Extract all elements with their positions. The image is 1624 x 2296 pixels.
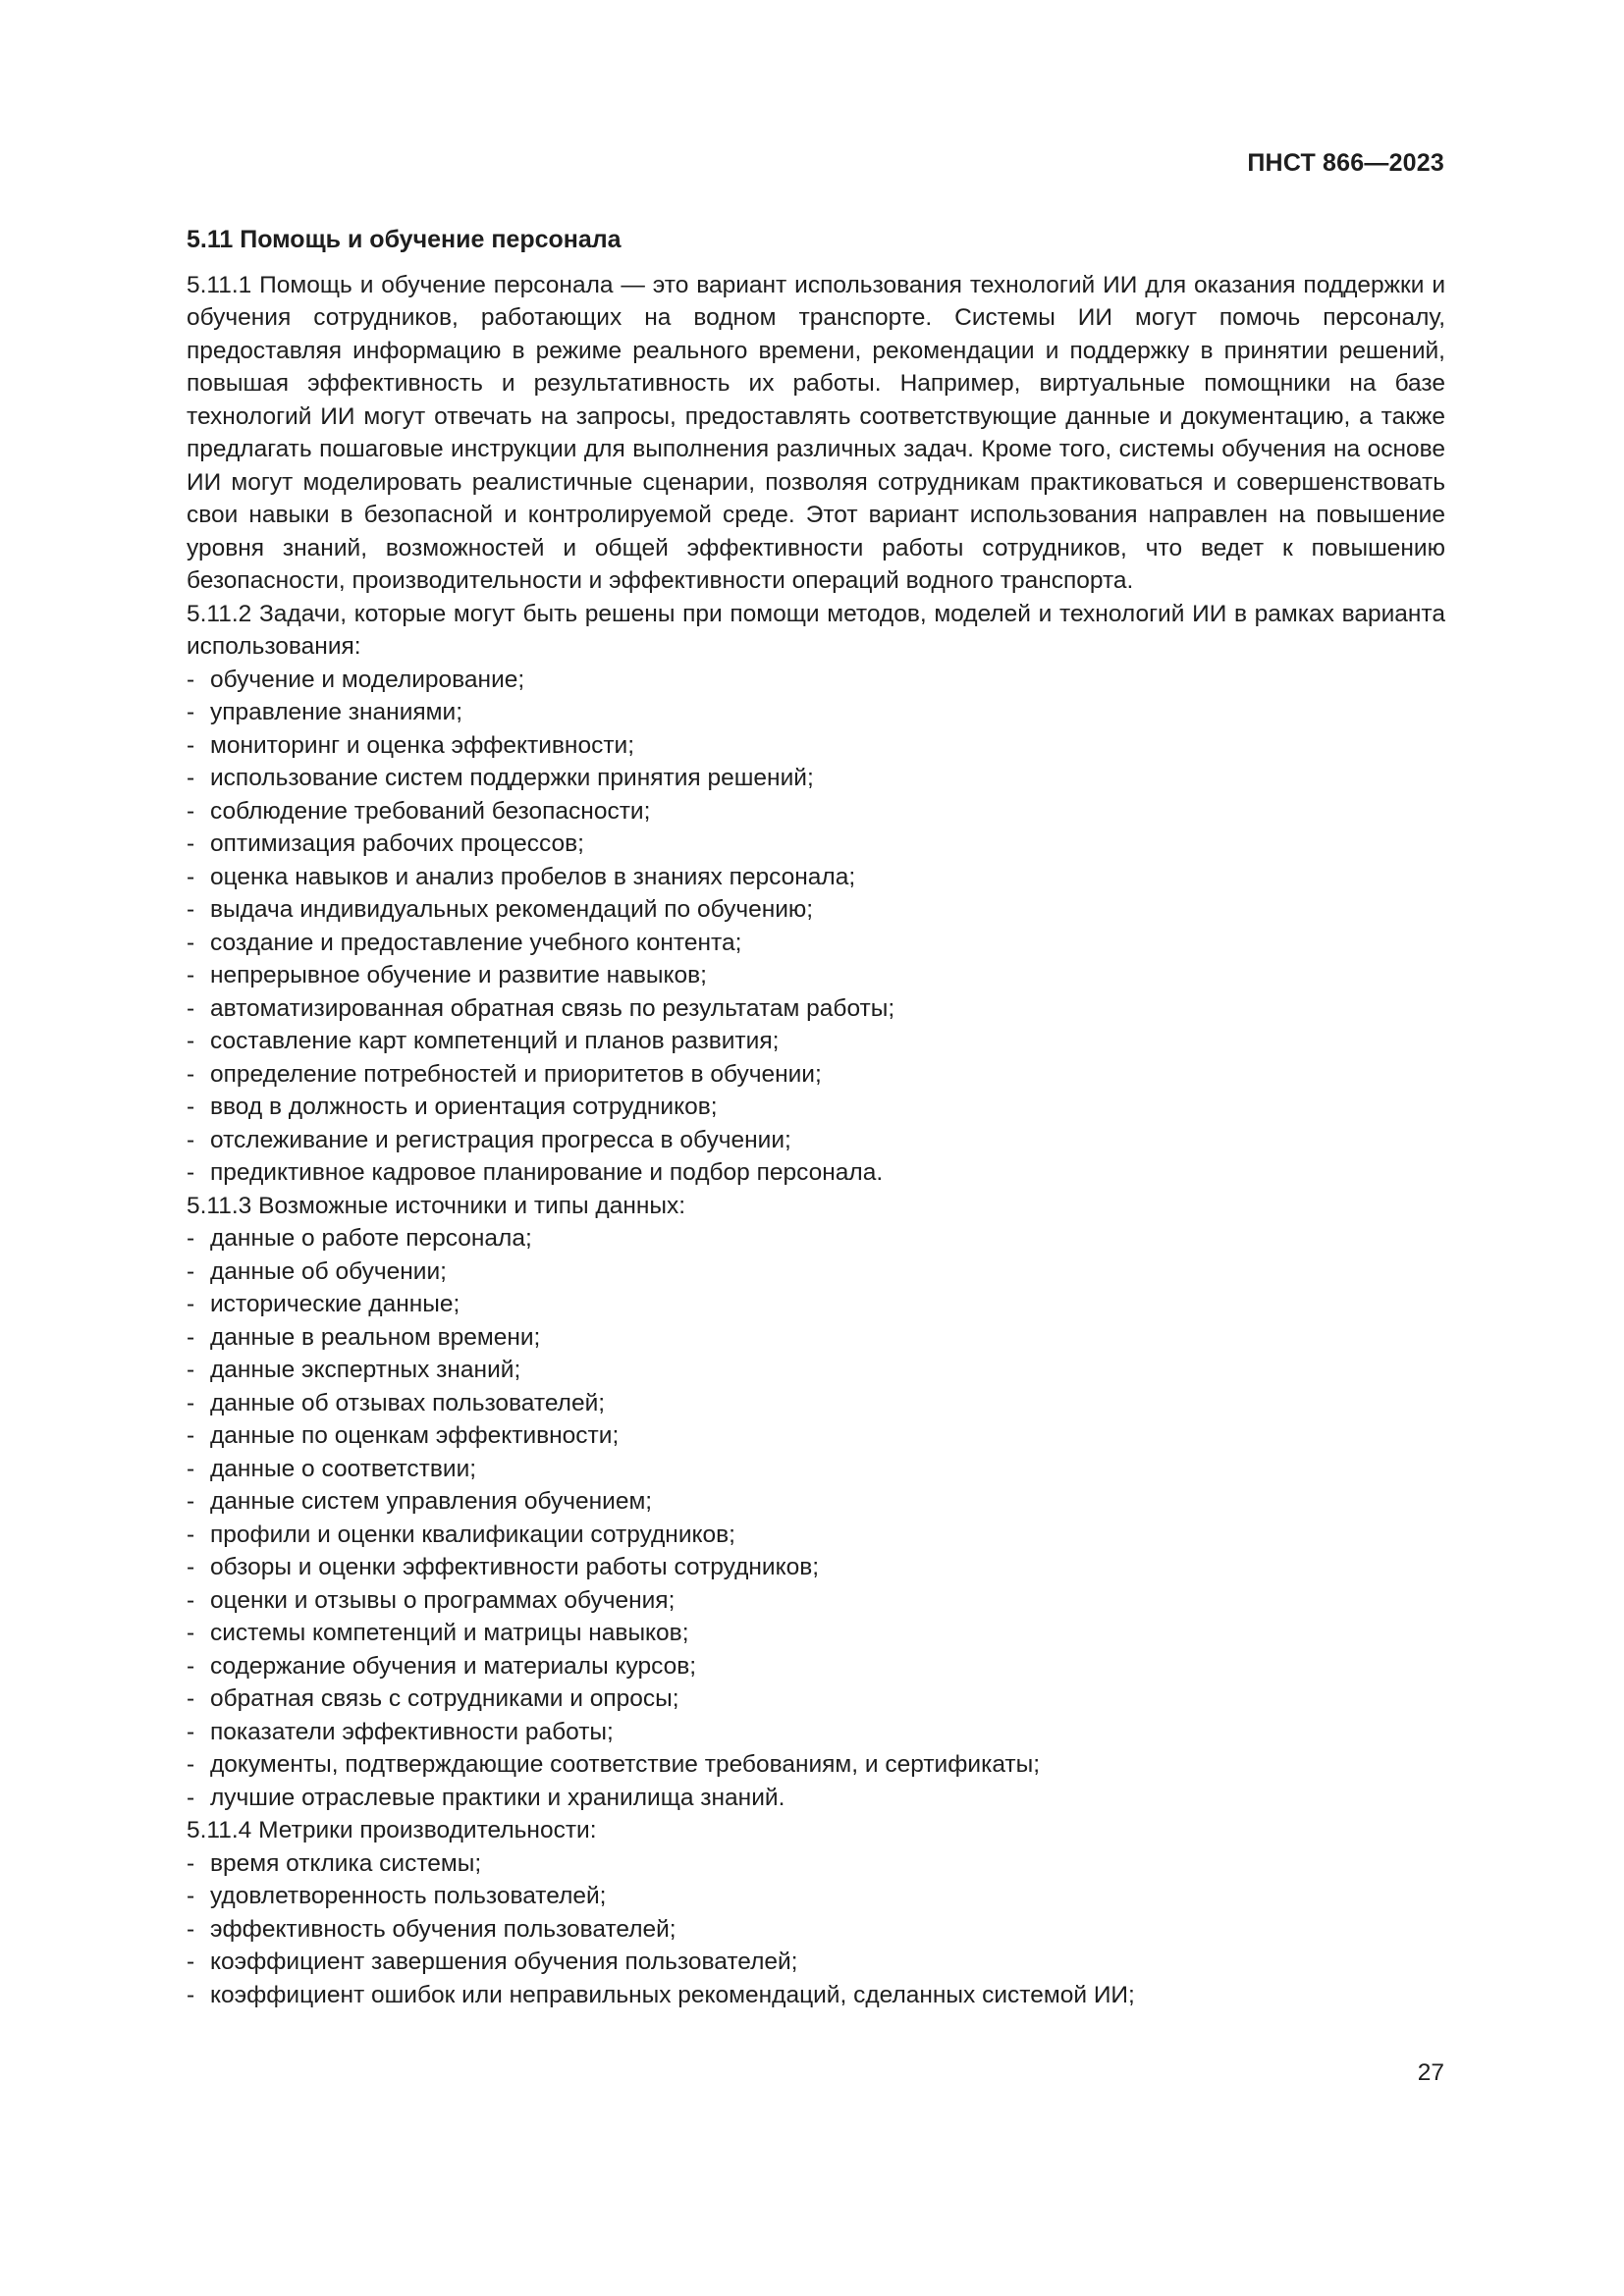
dash-marker: - bbox=[187, 731, 195, 759]
list-item-text: данные об отзывах пользователей; bbox=[210, 1389, 606, 1416]
dash-marker: - bbox=[187, 1784, 195, 1811]
dash-marker: - bbox=[187, 1159, 195, 1186]
list-item-text: системы компетенций и матрицы навыков; bbox=[210, 1620, 689, 1646]
list-item bbox=[187, 1255, 1445, 1289]
list-item-text: эффективность обучения пользователей; bbox=[210, 1915, 677, 1943]
dash-marker: - bbox=[187, 1291, 195, 1317]
list-item-text: управление знаниями; bbox=[210, 699, 462, 725]
list-item bbox=[187, 828, 1445, 861]
list-item-text: обратная связь с сотрудниками и опросы; bbox=[210, 1685, 679, 1712]
list-item-text: данные систем управления обучением; bbox=[210, 1488, 653, 1515]
paragraph-5-11-2 bbox=[187, 598, 1445, 664]
dash-marker: - bbox=[187, 1323, 195, 1351]
list-item bbox=[187, 1748, 1445, 1782]
dash-marker: - bbox=[187, 1357, 195, 1383]
dash-marker: - bbox=[187, 830, 195, 857]
paragraph-5-11-4-text: 5.11.4 Метрики производительности: bbox=[187, 1817, 597, 1843]
list-item bbox=[187, 1913, 1445, 1947]
list-item bbox=[187, 1946, 1445, 1979]
list-item bbox=[187, 1519, 1445, 1552]
list-item-text: предиктивное кадровое планирование и подбор персонала. bbox=[210, 1159, 884, 1186]
list-item bbox=[187, 1979, 1445, 2012]
dash-marker: - bbox=[187, 962, 195, 988]
dash-marker: - bbox=[187, 1257, 195, 1285]
list-item bbox=[187, 795, 1445, 828]
sources-list bbox=[187, 1222, 1445, 1814]
dash-marker: - bbox=[187, 1915, 195, 1943]
list-item-text: данные о соответствии; bbox=[210, 1455, 477, 1482]
list-item bbox=[187, 1124, 1445, 1157]
dash-marker: - bbox=[187, 994, 195, 1022]
document-code: ПНСТ 866—2023 bbox=[1247, 149, 1444, 177]
list-item bbox=[187, 1288, 1445, 1321]
list-item-text: коэффициент ошибок или неправильных рекомендаций, сделанных системой ИИ; bbox=[210, 1981, 1135, 2008]
paragraph-5-11-1 bbox=[187, 269, 1445, 598]
list-item bbox=[187, 1880, 1445, 1913]
list-item bbox=[187, 1156, 1445, 1190]
list-item bbox=[187, 992, 1445, 1026]
dash-marker: - bbox=[187, 929, 195, 956]
dash-marker: - bbox=[187, 1521, 195, 1548]
dash-marker: - bbox=[187, 765, 195, 791]
paragraph-5-11-1-text: 5.11.1 Помощь и обучение персонала — это вариант использования технологий ИИ для оказания поддержки и обучения сотрудников, работающих на водном транспорте. Системы ИИ могут помочь персоналу, предоставляя информацию в режиме реального времени, рекомендации и поддержку в принятии решений, повышая эффективность и результативность их работы. Например, виртуальные помощники на базе технологий ИИ могут отвечать на запросы, предоставлять соответствующие данные и документацию, а также предлагать пошаговые инструкции для выполнения различных задач. Кроме того, системы обучения на основе ИИ могут моделировать реалистичные сценарии, позволяя сотрудникам практиковаться и совершенствовать свои навыки в безопасной и контролируемой среде. Этот вариант использования направлен на повышение уровня знаний, возможностей и общей эффективности работы сотрудников, что ведет к повышению безопасности, производительности и эффективности операций водного транспорта. bbox=[187, 271, 1445, 594]
dash-marker: - bbox=[187, 1718, 195, 1745]
list-item-text: данные о работе персонала; bbox=[210, 1225, 532, 1252]
list-item-text: оценки и отзывы о программах обучения; bbox=[210, 1586, 676, 1614]
dash-marker: - bbox=[187, 1554, 195, 1580]
list-item-text: коэффициент завершения обучения пользователей; bbox=[210, 1949, 798, 1975]
list-item bbox=[187, 1091, 1445, 1124]
dash-marker: - bbox=[187, 1488, 195, 1515]
list-item bbox=[187, 893, 1445, 927]
list-item-text: создание и предоставление учебного контента; bbox=[210, 929, 742, 956]
list-item bbox=[187, 927, 1445, 960]
dash-marker: - bbox=[187, 1981, 195, 2008]
list-item bbox=[187, 1485, 1445, 1519]
list-item-text: мониторинг и оценка эффективности; bbox=[210, 731, 635, 759]
list-item bbox=[187, 1222, 1445, 1255]
list-item bbox=[187, 1354, 1445, 1387]
list-item-text: данные экспертных знаний; bbox=[210, 1357, 521, 1383]
dash-marker: - bbox=[187, 1849, 195, 1877]
list-item-text: документы, подтверждающие соответствие требованиям, и сертификаты; bbox=[210, 1751, 1041, 1778]
dash-marker: - bbox=[187, 1652, 195, 1680]
paragraph-5-11-2-text: 5.11.2 Задачи, которые могут быть решены при помощи методов, моделей и технологий ИИ в рамках варианта использования: bbox=[187, 600, 1445, 660]
list-item-text: удовлетворенность пользователей; bbox=[210, 1883, 607, 1909]
list-item bbox=[187, 1617, 1445, 1650]
page-number: 27 bbox=[1417, 2059, 1444, 2086]
dash-marker: - bbox=[187, 797, 195, 825]
dash-marker: - bbox=[187, 1389, 195, 1416]
dash-marker: - bbox=[187, 1126, 195, 1153]
list-item bbox=[187, 664, 1445, 697]
list-item bbox=[187, 1650, 1445, 1683]
list-item bbox=[187, 1453, 1445, 1486]
list-item-text: обучение и моделирование; bbox=[210, 666, 525, 693]
tasks-list bbox=[187, 664, 1445, 1190]
dash-marker: - bbox=[187, 1620, 195, 1646]
dash-marker: - bbox=[187, 1751, 195, 1778]
list-item-text: содержание обучения и материалы курсов; bbox=[210, 1652, 697, 1680]
list-item bbox=[187, 1058, 1445, 1092]
list-item-text: профили и оценки квалификации сотрудников; bbox=[210, 1521, 735, 1548]
list-item-text: оптимизация рабочих процессов; bbox=[210, 830, 584, 857]
dash-marker: - bbox=[187, 1225, 195, 1252]
list-item bbox=[187, 1387, 1445, 1420]
list-item bbox=[187, 1682, 1445, 1716]
list-item bbox=[187, 1782, 1445, 1815]
list-item bbox=[187, 1716, 1445, 1749]
dash-marker: - bbox=[187, 1685, 195, 1712]
paragraph-5-11-4 bbox=[187, 1814, 1445, 1847]
list-item-text: данные об обучении; bbox=[210, 1257, 447, 1285]
dash-marker: - bbox=[187, 666, 195, 693]
list-item bbox=[187, 1584, 1445, 1618]
list-item-text: данные по оценкам эффективности; bbox=[210, 1422, 620, 1449]
list-item bbox=[187, 1551, 1445, 1584]
section-heading bbox=[187, 224, 1445, 257]
paragraph-5-11-3 bbox=[187, 1190, 1445, 1223]
list-item bbox=[187, 696, 1445, 729]
list-item bbox=[187, 1025, 1445, 1058]
list-item-text: исторические данные; bbox=[210, 1291, 460, 1317]
list-item-text: показатели эффективности работы; bbox=[210, 1718, 614, 1745]
dash-marker: - bbox=[187, 1883, 195, 1909]
list-item-text: выдача индивидуальных рекомендаций по обучению; bbox=[210, 896, 814, 923]
dash-marker: - bbox=[187, 1060, 195, 1088]
list-item-text: лучшие отраслевые практики и хранилища знаний. bbox=[210, 1784, 785, 1811]
list-item-text: отслеживание и регистрация прогресса в обучении; bbox=[210, 1126, 791, 1153]
paragraph-5-11-3-text: 5.11.3 Возможные источники и типы данных: bbox=[187, 1192, 686, 1219]
list-item-text: данные в реальном времени; bbox=[210, 1323, 541, 1351]
dash-marker: - bbox=[187, 1455, 195, 1482]
list-item-text: оценка навыков и анализ пробелов в знаниях персонала; bbox=[210, 863, 856, 890]
dash-marker: - bbox=[187, 1586, 195, 1614]
list-item bbox=[187, 1321, 1445, 1355]
dash-marker: - bbox=[187, 896, 195, 923]
list-item-text: непрерывное обучение и развитие навыков; bbox=[210, 962, 707, 988]
list-item bbox=[187, 959, 1445, 992]
metrics-list bbox=[187, 1847, 1445, 2012]
dash-marker: - bbox=[187, 863, 195, 890]
dash-marker: - bbox=[187, 1422, 195, 1449]
dash-marker: - bbox=[187, 699, 195, 725]
list-item-text: ввод в должность и ориентация сотрудников; bbox=[210, 1094, 718, 1120]
list-item-text: использование систем поддержки принятия решений; bbox=[210, 765, 814, 791]
list-item bbox=[187, 762, 1445, 795]
section-heading-text: 5.11 Помощь и обучение персонала bbox=[187, 226, 622, 253]
list-item-text: время отклика системы; bbox=[210, 1849, 482, 1877]
list-item bbox=[187, 1847, 1445, 1881]
list-item-text: соблюдение требований безопасности; bbox=[210, 797, 651, 825]
list-item-text: обзоры и оценки эффективности работы сотрудников; bbox=[210, 1554, 820, 1580]
list-item bbox=[187, 861, 1445, 894]
list-item-text: автоматизированная обратная связь по результатам работы; bbox=[210, 994, 895, 1022]
list-item-text: определение потребностей и приоритетов в обучении; bbox=[210, 1060, 822, 1088]
dash-marker: - bbox=[187, 1949, 195, 1975]
list-item bbox=[187, 729, 1445, 763]
document-body bbox=[187, 224, 1445, 2011]
list-item-text: составление карт компетенций и планов развития; bbox=[210, 1028, 780, 1054]
list-item bbox=[187, 1419, 1445, 1453]
dash-marker: - bbox=[187, 1028, 195, 1054]
dash-marker: - bbox=[187, 1094, 195, 1120]
